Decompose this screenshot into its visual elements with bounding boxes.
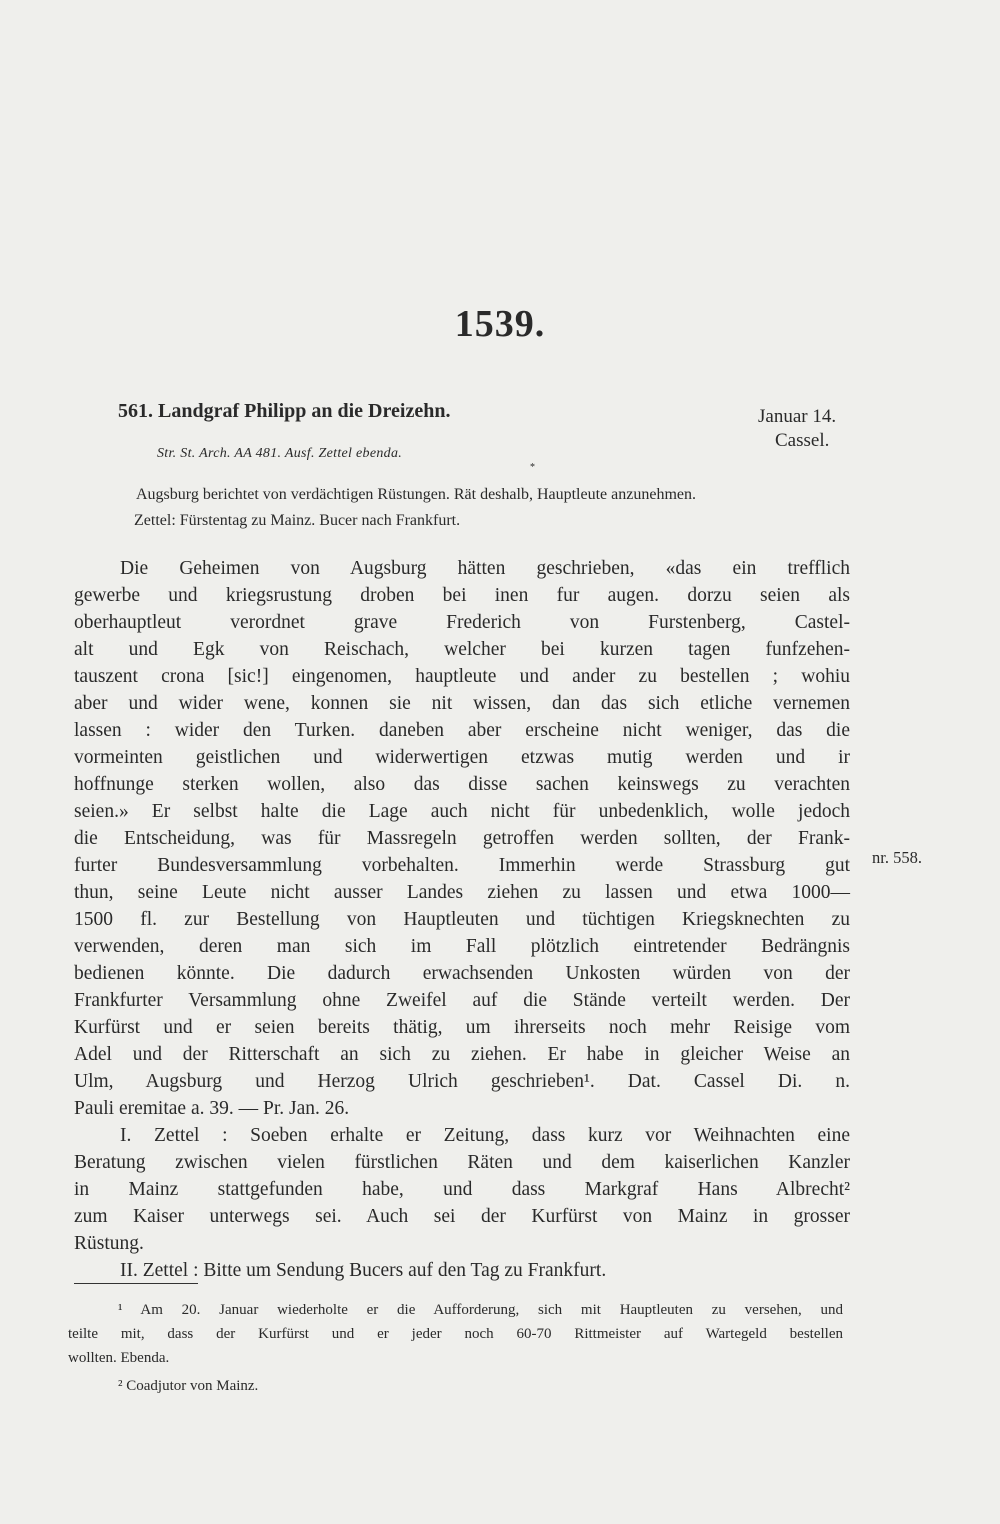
body-line: in Mainz stattgefunden habe, und dass Markgraf Hans Albrecht² — [74, 1179, 850, 1200]
body-line: bedienen könnte. Die dadurch erwachsenden Unkosten würden von der — [74, 963, 850, 984]
body-line: II. Zettel : Bitte um Sendung Bucers auf den Tag zu Frankfurt. — [120, 1260, 607, 1281]
body-line: 1500 fl. zur Bestellung von Hauptleuten und tüchtigen Kriegsknechten zu — [74, 909, 850, 930]
body-line: oberhauptleut verordnet grave Frederich von Furstenberg, Castel- — [74, 612, 850, 633]
summary-line: Augsburg berichtet von verdächtigen Rüstungen. Rät deshalb, Hauptleute anzunehmen. — [136, 486, 696, 503]
body-line: tauszent crona [sic!] eingenomen, hauptleute und ander zu bestellen ; wohiu — [74, 666, 850, 687]
body-line: hoffnunge sterken wollen, also das disse sachen keinswegs zu verachten — [74, 774, 850, 795]
body-line: Frankfurter Versammlung ohne Zweifel auf die Stände verteilt werden. Der — [74, 990, 850, 1011]
footnote-divider — [74, 1283, 198, 1284]
summary-line: Zettel: Fürstentag zu Mainz. Bucer nach Frankfurt. — [134, 512, 461, 529]
footnote-line: ² Coadjutor von Mainz. — [118, 1378, 259, 1394]
body-line: die Entscheidung, was für Massregeln getroffen werden sollten, der Frank- — [74, 828, 850, 849]
year-heading: 1539. — [454, 303, 546, 345]
document-title: 561. Landgraf Philipp an die Dreizehn. — [118, 400, 451, 422]
asterisk-mark: * — [530, 462, 535, 473]
body-line: Adel und der Ritterschaft an sich zu ziehen. Er habe in gleicher Weise an — [74, 1044, 850, 1065]
body-line: aber und wider wene, konnen sie nit wissen, dan das sich etliche vernemen — [74, 693, 850, 714]
body-line: lassen : wider den Turken. daneben aber erscheine nicht weniger, das die — [74, 720, 850, 741]
body-line: Kurfürst und er seien bereits thätig, um ihrerseits noch mehr Reisige vom — [74, 1017, 850, 1038]
body-line: alt und Egk von Reischach, welcher bei kurzen tagen funfzehen- — [74, 639, 850, 660]
footnotes — [68, 1298, 843, 1398]
body-line: verwenden, deren man sich im Fall plötzlich eintretender Bedrängnis — [74, 936, 850, 957]
footnote-line: teilte mit, dass der Kurfürst und er jeder noch 60-70 Rittmeister auf Wartegeld bestellen — [68, 1326, 843, 1342]
body-text — [74, 555, 850, 1284]
body-line: Ulm, Augsburg und Herzog Ulrich geschrieben¹. Dat. Cassel Di. n. — [74, 1071, 850, 1092]
source-reference: Str. St. Arch. AA 481. Ausf. Zettel ebenda. — [157, 446, 403, 461]
body-line: seien.» Er selbst halte die Lage auch nicht für unbedenklich, wolle jedoch — [74, 801, 850, 822]
body-line: Pauli eremitae a. 39. — Pr. Jan. 26. — [74, 1098, 350, 1119]
margin-note: nr. 558. — [872, 848, 922, 867]
document-place: Cassel. — [775, 430, 830, 451]
document-date: Januar 14. — [758, 406, 837, 427]
body-line: Die Geheimen von Augsburg hätten geschrieben, «das ein trefflich — [120, 558, 850, 579]
body-line: Beratung zwischen vielen fürstlichen Räten und dem kaiserlichen Kanzler — [74, 1152, 850, 1173]
body-line: Rüstung. — [74, 1233, 144, 1254]
footnote-line: ¹ Am 20. Januar wiederholte er die Aufforderung, sich mit Hauptleuten zu versehen, und — [118, 1302, 843, 1318]
body-line: I. Zettel : Soeben erhalte er Zeitung, dass kurz vor Weihnachten eine — [120, 1125, 850, 1146]
body-line: gewerbe und kriegsrustung droben bei inen fur augen. dorzu seien als — [74, 585, 850, 606]
body-line: vormeinten geistlichen und widerwertigen etzwas mutig werden und ir — [74, 747, 850, 768]
body-line: zum Kaiser unterwegs sei. Auch sei der Kurfürst von Mainz in grosser — [74, 1206, 850, 1227]
body-line: furter Bundesversammlung vorbehalten. Immerhin werde Strassburg gut — [74, 855, 850, 876]
footnote-line: wollten. Ebenda. — [68, 1350, 170, 1366]
body-line: thun, seine Leute nicht ausser Landes ziehen zu lassen und etwa 1000— — [74, 882, 850, 903]
